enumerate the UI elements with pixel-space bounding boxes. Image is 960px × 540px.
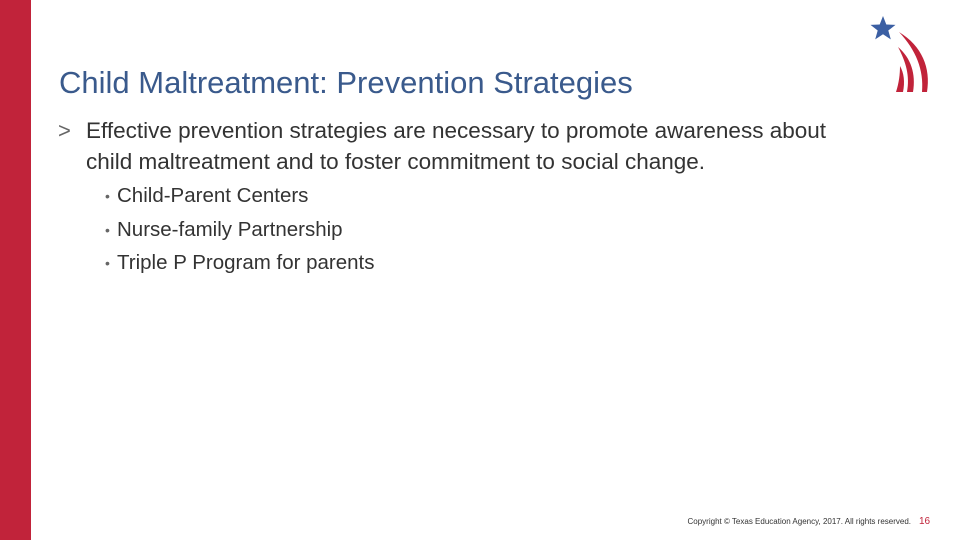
list-item-text: Nurse-family Partnership (117, 217, 343, 241)
star-icon (871, 16, 896, 39)
bullet-dot-icon: • (105, 255, 110, 271)
sub-bullet-list (105, 184, 858, 285)
slide-body (58, 115, 858, 285)
list-item-text: Child-Parent Centers (117, 184, 309, 207)
list-item (105, 184, 858, 218)
swoosh-small (896, 66, 904, 92)
bullet-dot-icon: • (105, 221, 110, 238)
list-item (105, 251, 858, 285)
page-number: 16 (919, 516, 931, 527)
tea-star-swoosh-icon (866, 12, 936, 96)
arrow-bullet-icon: > (58, 118, 71, 143)
slide-title: Child Maltreatment: Prevention Strategies (59, 65, 633, 100)
copyright-footer: Copyright © Texas Education Agency, 2017. All rights reserved. (687, 517, 911, 526)
bullet-dot-icon: • (105, 188, 110, 204)
main-bullet-text: Effective prevention strategies are necessary to promote awareness about child maltreatment and to foster commitment to social change. (86, 118, 826, 174)
list-item (105, 218, 858, 252)
main-bullet (58, 115, 858, 177)
list-item-text: Triple P Program for parents (117, 251, 375, 274)
left-accent-bar (0, 0, 31, 540)
